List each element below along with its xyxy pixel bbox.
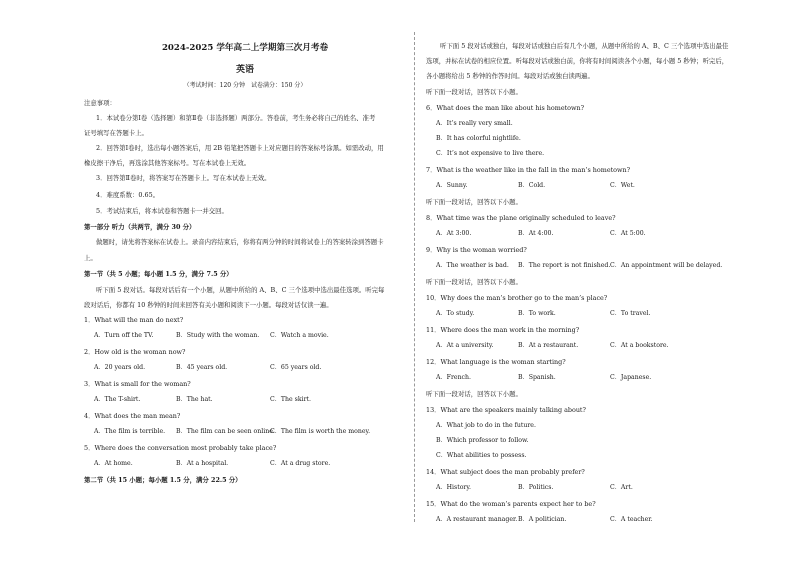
note-1b: 证号填写在答题卡上。 xyxy=(84,129,148,137)
section1-desc-a: 听下面 5 段对话。每段对话后有一个小题，从题中所给的 A、B、C 三个选项中选出最佳选项。听完每 xyxy=(96,286,385,294)
question-13: 13．What are the speakers mainly talking about? xyxy=(426,406,586,414)
question-6: 6．What does the man like about his hometown? xyxy=(426,104,585,112)
q3-option-b: B．The hat. xyxy=(176,396,213,403)
q13-option-c: C．What abilities to possess. xyxy=(436,452,527,459)
q15-option-c: C．A teacher. xyxy=(610,516,653,523)
q14-option-a: A．History. xyxy=(436,484,472,491)
note-1a: 1．本试卷分第Ⅰ卷（选择题）和第Ⅱ卷（非选择题）两部分。答卷前，考生务必将自己的姓名、准考 xyxy=(96,114,376,122)
q4-option-a: A．The film is terrible. xyxy=(94,428,166,435)
part1-heading: 第一部分 听力（共两节，满分 30 分） xyxy=(84,223,196,231)
q7-option-a: A．Sunny. xyxy=(436,182,468,189)
column-divider xyxy=(414,32,415,522)
section2-heading: 第二节（共 15 小题；每小题 1.5 分，满分 22.5 分） xyxy=(84,476,242,484)
q7-option-b: B．Cold. xyxy=(518,182,546,189)
q2-option-c: C．65 years old. xyxy=(270,364,322,371)
q5-option-b: B．At a hospital. xyxy=(176,460,229,467)
question-8: 8．What time was the plane originally scheduled to leave? xyxy=(426,214,616,222)
section2-intro-c: 各小题将给出 5 秒钟的作答时间。每段对话或独白读两遍。 xyxy=(426,72,594,80)
q1-option-a: A．Turn off the TV. xyxy=(94,332,154,339)
q4-option-c: C．The film is worth the money. xyxy=(270,428,371,435)
q6-option-a: A．It’s really very small. xyxy=(436,120,513,127)
note-2b: 橡皮擦干净后，再选涂其他答案标号。写在本试卷上无效。 xyxy=(84,159,251,167)
q14-option-c: C．Art. xyxy=(610,484,633,491)
part1-desc-b: 上。 xyxy=(84,254,97,262)
q15-option-a: A．A restaurant manager. xyxy=(436,516,518,523)
q14-option-b: B．Politics. xyxy=(518,484,554,491)
notes-heading: 注意事项： xyxy=(84,99,116,107)
q1-option-c: C．Watch a movie. xyxy=(270,332,329,339)
question-1: 1．What will the man do next? xyxy=(84,316,184,324)
question-3: 3．What is small for the woman? xyxy=(84,380,191,388)
q9-option-b: B．The report is not finished. xyxy=(518,262,611,269)
q10-option-c: C．To travel. xyxy=(610,310,651,317)
part1-desc-a: 做题时，请先将答案标在试卷上。录音内容结束后，你将有两分钟的时间将试卷上的答案转涂到答题卡 xyxy=(96,238,384,246)
listen-instruction-10: 听下面一段对话，回答以下小题。 xyxy=(426,278,522,286)
exam-title: 2024-2025 学年高二上学期第三次月考卷 xyxy=(161,43,329,53)
question-11: 11．Where does the man work in the morning? xyxy=(426,326,580,334)
q12-option-a: A．French. xyxy=(436,374,471,381)
q13-option-a: A．What job to do in the future. xyxy=(436,422,536,429)
q2-option-b: B．45 years old. xyxy=(176,364,228,371)
q9-option-a: A．The weather is bad. xyxy=(436,262,509,269)
listen-instruction-13: 听下面一段对话，回答以下小题。 xyxy=(426,390,522,398)
question-2: 2．How old is the woman now? xyxy=(84,348,186,356)
question-15: 15．What do the woman’s parents expect her to be? xyxy=(426,500,596,508)
q12-option-b: B．Spanish. xyxy=(518,374,556,381)
question-10: 10．Why does the man’s brother go to the man’s place? xyxy=(426,294,608,302)
question-4: 4．What does the man mean? xyxy=(84,412,181,420)
note-3: 3．回答第Ⅱ卷时，将答案写在答题卡上。写在本试卷上无效。 xyxy=(96,174,271,182)
q8-option-a: A．At 3:00. xyxy=(436,230,472,237)
q7-option-c: C．Wet. xyxy=(610,182,635,189)
q11-option-a: A．At a university. xyxy=(436,342,494,349)
q6-option-b: B．It has colorful nightlife. xyxy=(436,135,521,142)
q8-option-b: B．At 4:00. xyxy=(518,230,554,237)
q5-option-a: A．At home. xyxy=(94,460,133,467)
q10-option-a: A．To study. xyxy=(436,310,475,317)
exam-subject: 英语 xyxy=(235,65,254,75)
q10-option-b: B．To work. xyxy=(518,310,556,317)
section2-intro-a: 听下面 5 段对话或独白，每段对话或独白后有几个小题，从题中所给的 A、B、C 三个选项中选出最佳 xyxy=(440,42,729,50)
question-9: 9．Why is the woman worried? xyxy=(426,246,527,254)
listen-instruction-8: 听下面一段对话，回答以下小题。 xyxy=(426,198,522,206)
question-12: 12．What language is the woman starting? xyxy=(426,358,566,366)
question-7: 7．What is the weather like in the fall in the man’s hometown? xyxy=(426,166,631,174)
q11-option-c: C．At a bookstore. xyxy=(610,342,669,349)
note-2a: 2．回答第Ⅰ卷时，选出每小题答案后，用 2B 铅笔把答题卡上对应题目的答案标号涂黑。如需改动，用 xyxy=(96,144,384,152)
exam-info: （考试时间：120 分钟 试卷满分：150 分） xyxy=(183,82,307,89)
q12-option-c: C．Japanese. xyxy=(610,374,652,381)
section1-desc-b: 段对话后，你都有 10 秒钟的时间来回答有关小题和阅读下一小题。每段对话仅读一遍。 xyxy=(84,301,333,309)
q6-option-c: C．It’s not expensive to live there. xyxy=(436,150,545,157)
section1-heading: 第一节（共 5 小题；每小题 1.5 分，满分 7.5 分） xyxy=(84,270,233,278)
question-5: 5．Where does the conversation most probably take place? xyxy=(84,444,277,452)
q4-option-b: B．The film can be seen online. xyxy=(176,428,275,435)
q2-option-a: A．20 years old. xyxy=(94,364,146,371)
q3-option-c: C．The skirt. xyxy=(270,396,311,403)
note-4: 4．难度系数：0.65。 xyxy=(96,191,160,199)
q15-option-b: B．A politician. xyxy=(518,516,567,523)
q1-option-b: B．Study with the woman. xyxy=(176,332,260,339)
question-14: 14．What subject does the man probably prefer? xyxy=(426,468,585,476)
q8-option-c: C．At 5:00. xyxy=(610,230,646,237)
q13-option-b: B．Which professor to follow. xyxy=(436,437,529,444)
q5-option-c: C．At a drug store. xyxy=(270,460,331,467)
q9-option-c: C．An appointment will be delayed. xyxy=(610,262,723,269)
q3-option-a: A．The T-shirt. xyxy=(94,396,141,403)
section2-intro-b: 选项，并标在试卷的相应位置。听每段对话或独白前，你将有时间阅读各个小题，每小题 5 秒钟；听完后， xyxy=(426,57,729,65)
q11-option-b: B．At a restaurant. xyxy=(518,342,579,349)
note-5: 5．考试结束后，将本试卷和答题卡一并交回。 xyxy=(96,207,228,215)
listen-instruction-6: 听下面一段对话，回答以下小题。 xyxy=(426,88,522,96)
